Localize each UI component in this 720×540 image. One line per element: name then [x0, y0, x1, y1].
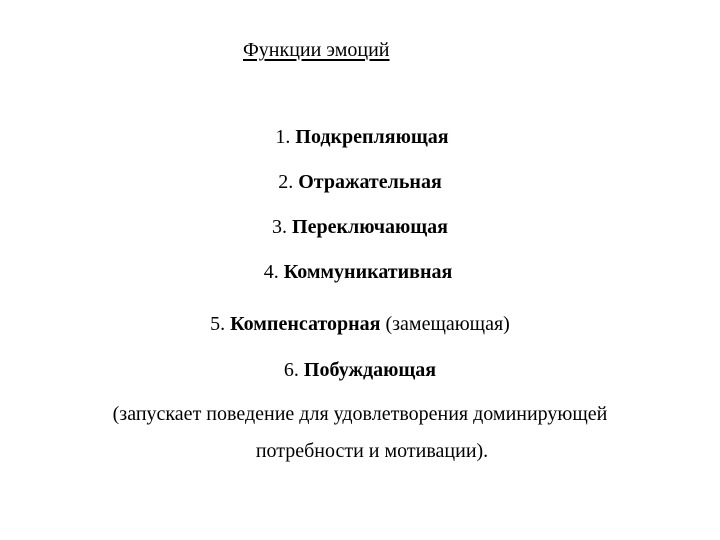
list-item-name: Переключающая — [292, 216, 448, 238]
list-item-number: 4. — [263, 261, 279, 283]
list-item-name: Отражательная — [298, 171, 442, 193]
list-item-number: 3. — [272, 216, 288, 238]
list-item-3 — [0, 215, 720, 239]
list-item-6 — [0, 358, 720, 382]
list-item-number: 1. — [275, 126, 291, 148]
list-item-number: 5. — [210, 313, 226, 335]
slide-title: Функции эмоций — [243, 39, 390, 61]
list-item-number: 2. — [278, 171, 294, 193]
list-item-note: (замещающая) — [385, 313, 510, 335]
list-item-4 — [0, 260, 718, 284]
list-item-5 — [0, 312, 720, 336]
description-line-2: потребности и мотивации). — [255, 440, 489, 462]
list-item-name: Подкрепляющая — [295, 126, 449, 148]
list-item-number: 6. — [283, 359, 299, 381]
list-item-name: Коммуникативная — [283, 261, 453, 283]
list-item-2 — [0, 170, 720, 194]
list-item-name: Побуждающая — [303, 359, 437, 381]
list-item-1 — [2, 125, 720, 149]
list-item-name: Компенсаторная — [230, 313, 381, 335]
description-line-1: (запускает поведение для удовлетворения доминирующей — [112, 403, 608, 425]
